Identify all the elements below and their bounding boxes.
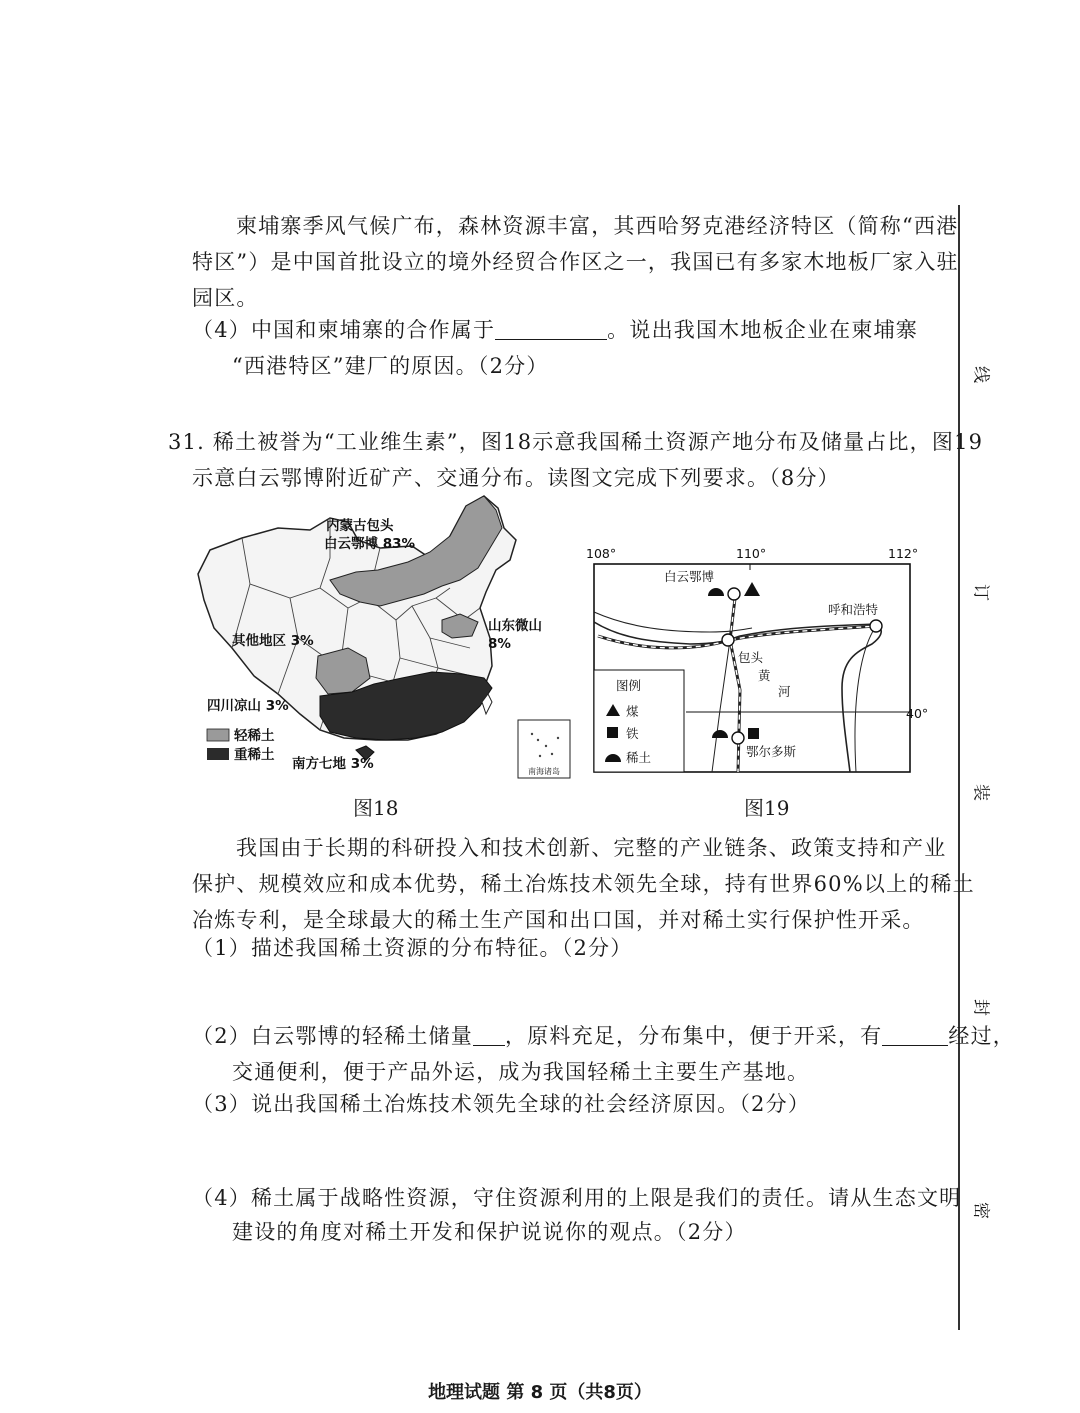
lon-108: 108° <box>586 546 617 561</box>
legend-coal-label: 煤 <box>626 704 639 719</box>
label-shandong-1: 山东微山 <box>488 618 542 634</box>
binding-char-mi: 密 <box>970 1202 991 1219</box>
intro-line-3: 园区。 <box>192 286 259 310</box>
legend-heavy-label: 重稀土 <box>234 747 275 763</box>
question-2-line-2: 交通便利，便于产品外运，成为我国轻稀土主要生产基地。 <box>232 1060 810 1084</box>
figure-18-caption: 图18 <box>353 796 399 820</box>
q31-stem-line-1: 31. 稀土被誉为“工业维生素”，图18示意我国稀土资源产地分布及储量占比，图19 <box>168 430 984 454</box>
label-river-1: 黄 <box>758 668 771 683</box>
legend-iron-symbol <box>607 727 618 738</box>
city-huhehaote <box>870 620 882 632</box>
binding-char-xian: 线 <box>970 366 991 383</box>
answer-blank-transport[interactable] <box>882 1023 948 1046</box>
question-2-line-1 <box>192 1018 1015 1054</box>
intro-line-2: 特区”）是中国首批设立的境外经贸合作区之一，我国已有多家木地板厂家入驻 <box>192 250 959 274</box>
question-4-line-1: （4）稀土属于战略性资源，守住资源利用的上限是我们的责任。请从生态文明 <box>192 1186 962 1210</box>
question-2-text-c: 经过， <box>948 1024 1015 1048</box>
q30-4-text-a: （4）中国和柬埔寨的合作属于 <box>192 318 496 342</box>
inset-label: 南海诸岛 <box>528 767 560 776</box>
city-ordos <box>732 732 744 744</box>
question-2-text-a: （2）白云鄂博的轻稀土储量 <box>192 1024 473 1048</box>
q31-stem-line-2: 示意白云鄂博附近矿产、交通分布。读图文完成下列要求。（8分） <box>192 466 840 490</box>
question-2-text-b: ，原料充足，分布集中，便于开采，有 <box>504 1024 883 1048</box>
label-baotou-1: 内蒙古包头 <box>326 518 394 534</box>
figure-19-caption: 图19 <box>744 796 790 820</box>
binding-line <box>958 205 960 1330</box>
label-shandong-2: 8% <box>488 636 511 652</box>
label-river-2: 河 <box>778 684 791 699</box>
label-huhehaote: 呼和浩特 <box>828 602 879 617</box>
label-baiyun: 白云鄂博 <box>664 569 715 584</box>
lon-112: 112° <box>888 546 919 561</box>
intro-line-1: 柬埔寨季风气候广布，森林资源丰富，其西哈努克港经济特区（简称“西港 <box>236 214 959 238</box>
lon-110: 110° <box>736 546 767 561</box>
question-1: （1）描述我国稀土资源的分布特征。（2分） <box>192 936 633 960</box>
city-baiyun <box>728 588 740 600</box>
body-line-2: 保护、规模效应和成本优势，稀土冶炼技术领先全球，持有世界60%以上的稀土 <box>192 872 975 896</box>
answer-blank-reserve[interactable] <box>473 1023 505 1046</box>
label-sichuan: 四川凉山 3% <box>207 698 289 714</box>
legend-heavy-swatch <box>207 748 229 760</box>
label-baotou: 包头 <box>738 650 764 665</box>
figure-18-map <box>180 488 580 788</box>
legend-rare-earth-label: 稀土 <box>626 750 652 765</box>
iron-symbol-ordos <box>748 728 759 739</box>
legend-light-swatch <box>207 729 229 741</box>
legend-iron-label: 铁 <box>626 726 639 741</box>
legend-title: 图例 <box>616 678 642 693</box>
q30-4-line-1 <box>192 312 918 348</box>
label-baotou-2: 白云鄂博 83% <box>324 536 416 552</box>
q30-4-line-2: “西港特区”建厂的原因。（2分） <box>232 354 549 378</box>
label-south: 南方七地 3% <box>292 756 374 772</box>
question-4-line-2: 建设的角度对稀土开发和保护说说你的观点。（2分） <box>232 1220 747 1244</box>
body-line-3: 冶炼专利，是全球最大的稀土生产国和出口国，并对稀土实行保护性开采。 <box>192 908 925 932</box>
page-footer: 地理试题 第 8 页（共8页） <box>428 1382 652 1403</box>
figure-19-map <box>580 540 930 780</box>
body-line-1: 我国由于长期的科研投入和技术创新、完整的产业链条、政策支持和产业 <box>236 836 947 860</box>
q30-4-text-b: 。说出我国木地板企业在柬埔寨 <box>607 318 918 342</box>
label-other: 其他地区 3% <box>232 633 314 649</box>
question-3: （3）说出我国稀土冶炼技术领先全球的社会经济原因。（2分） <box>192 1092 811 1116</box>
lat-40: 40° <box>906 706 929 721</box>
binding-char-ding: 订 <box>970 584 991 601</box>
binding-char-zhuang: 装 <box>970 784 991 801</box>
legend-light-label: 轻稀土 <box>234 728 275 744</box>
binding-char-feng: 封 <box>970 999 991 1016</box>
city-baotou <box>722 634 734 646</box>
label-ordos: 鄂尔多斯 <box>746 744 797 759</box>
answer-blank[interactable] <box>495 317 607 340</box>
